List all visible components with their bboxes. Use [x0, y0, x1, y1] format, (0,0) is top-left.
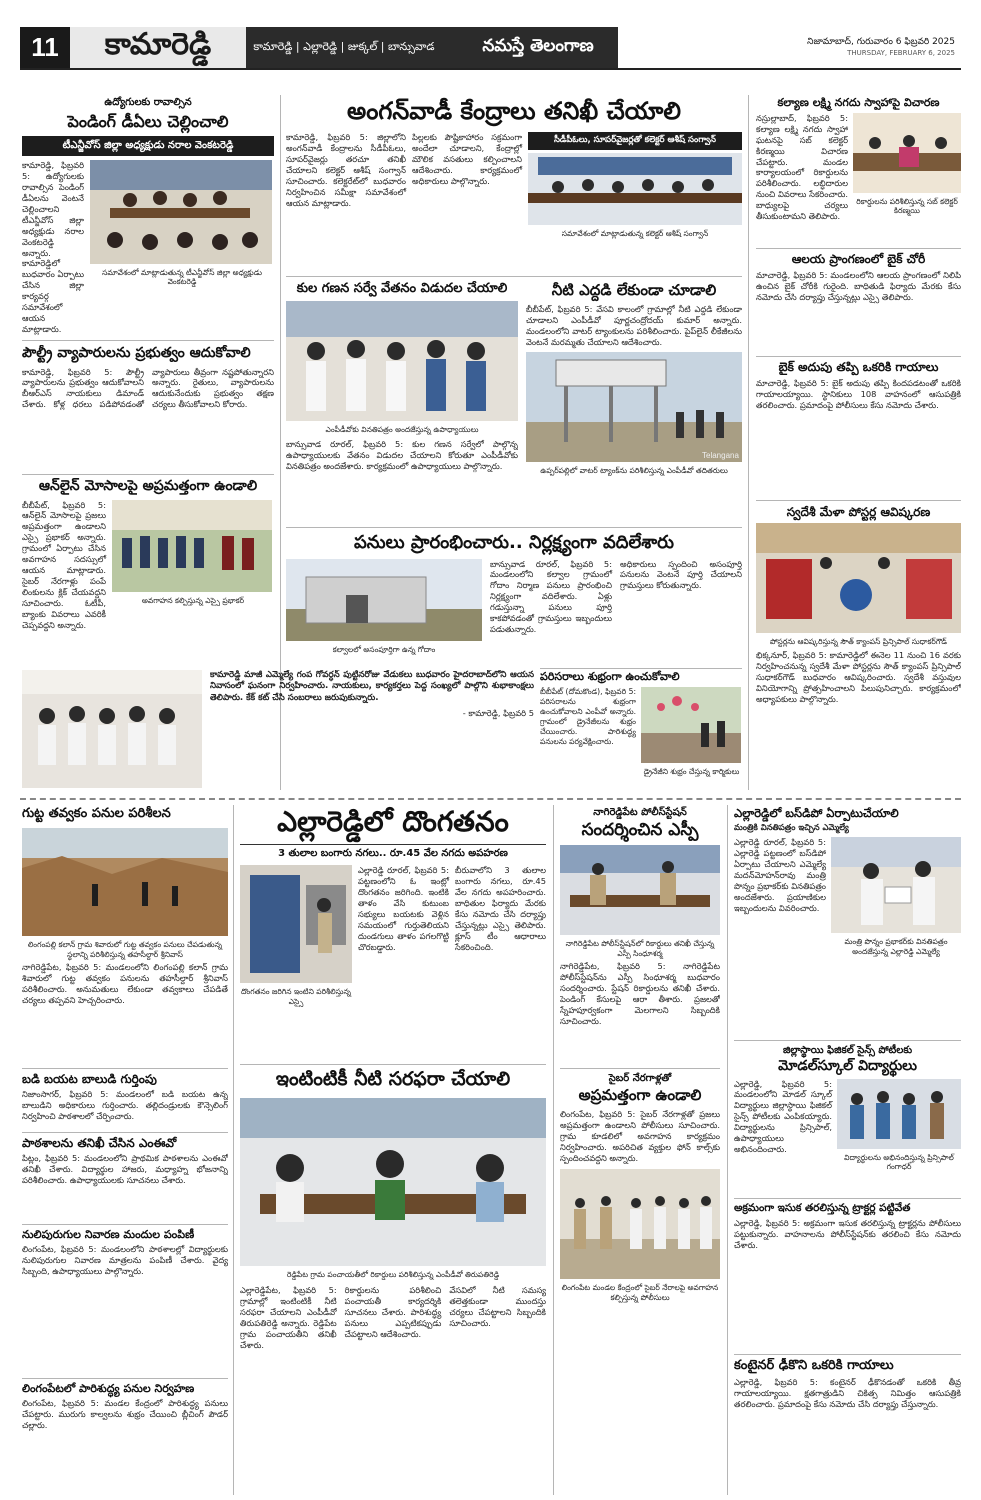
article-body-continued-2: వేసవిలో నీటి సమస్య తలెత్తకుండా ముందస్తు చర్యలు చేపట్టాలని సిబ్బందికి సూచించారు. — [449, 1285, 546, 1328]
article-headline: ఎల్లారెడ్డిలో దొంగతనం — [277, 806, 509, 838]
article-body: కామారెడ్డి, ఫిబ్రవరి 5: పౌల్ట్రీ వ్యాపారులను ప్రభుత్వం ఆదుకోవాలని బీఆర్ఎస్ నాయకులు డిమాండ్ చేశారు. కోళ్ల ధరలు పడిపోవడంతో వ్యాపారులు తీవ్రంగా నష్టపోతున్నారని అన్నారు. రైతులు, వ్యాపారులను ఆదుకునేందుకు ప్రభుత్వం తక్షణ చర్యలు తీసుకోవాలని కోరారు. — [22, 366, 274, 410]
article-body: నాగిరెడ్డిపేట, ఫిబ్రవరి 5: మండలంలోని లింగంపల్లి కలాన్ గ్రామ శివారులో గుట్ట తవ్వకం పనులను తహసీల్దార్ శ్రీనివాస్ పరిశీలించారు. అనుమతులు లేకుండా తవ్వకాలు చేపడితే చర్యలు తప్పవని హెచ్చరించారు. — [22, 962, 228, 1005]
date-english: THURSDAY, FEBRUARY 6, 2025 — [847, 48, 955, 57]
article-body: బాన్సువాడ రూరల్, ఫిబ్రవరి 5: మండలంలోని కల్వాల గ్రామంలో గోదాం నిర్మాణ పనులు ప్రారంభించి నిర్లక్ష్యంగా వదిలేశారు. ఏళ్లు గడుస్తున్నా పనులు పూర్తి కాకపోవడంతో గ్రామస్తులు ఇబ్బందులు పడుతున్నారు. — [490, 558, 612, 635]
article-headline: పాఠశాలను తనిఖీ చేసిన ఎంఈవో — [22, 1136, 177, 1150]
article-headline: సందర్శించిన ఎస్పీ — [581, 820, 699, 840]
photo-caption: విద్యార్థులను అభినందిస్తున్న ప్రిన్సిపాల్ గంగాధర్ — [844, 1152, 954, 1171]
article-online-fraud — [22, 478, 274, 668]
article-body: లింగంపేట, ఫిబ్రవరి 5: సైబర్ నేరగాళ్లతో ప్రజలు అప్రమత్తంగా ఉండాలని పోలీసులు సూచించారు. గ్రామ కూడలిలో అవగాహన కార్యక్రమం నిర్వహించారు. అపరిచిత వ్యక్తుల ఫోన్ కాల్స్‌కు స్పందించవద్దని అన్నారు. — [560, 1108, 720, 1163]
article-headline: ఎల్లారెడ్డిలో బస్‌డిపో ఏర్పాటుచేయాలి — [734, 806, 899, 820]
article-headline: మోడల్‌స్కూల్ విద్యార్థులు — [778, 1058, 917, 1074]
article-kalyana-lakshmi — [756, 96, 961, 244]
photo-credit: Telangana — [702, 450, 739, 460]
article-works — [286, 532, 742, 664]
photo-caption: సమావేశంలో మాట్లాడుతున్న కలెక్టర్ ఆశీష్ సంగ్వాన్ — [561, 229, 709, 238]
page-number: 11 — [20, 27, 70, 68]
photo-caption: మంత్రి పొన్నం ప్రభాకర్‌కు వినతిపత్రం అందజేస్తున్న ఎల్లారెడ్డి ఎమ్మెల్యే — [844, 937, 948, 956]
photo-caption: రికార్డులను పరిశీలిస్తున్న సబ్ కలెక్టర్ కిరణ్మయి — [856, 196, 958, 216]
article-headline: అక్రమంగా ఇసుక తరలిస్తున్న ట్రాక్టర్ల పట్టివేత — [734, 1202, 911, 1214]
article-headline: ఆన్‌లైన్ మోసాలపై అప్రమత్తంగా ఉండాలి — [38, 478, 258, 494]
article-headline: పరిసరాలు శుభ్రంగా ఉంచుకోవాలి — [540, 670, 680, 683]
article-body: భిక్కనూర్, ఫిబ్రవరి 5: కామారెడ్డిలో ఈనెల 11 నుంచి 16 వరకు నిర్వహించనున్న స్వదేశీ మేళా పోస్టర్లను సౌత్ క్యాంపస్ ప్రిన్సిపాల్ సుధాకర్‌గౌడ్ బుధవారం ఆవిష్కరించారు. స్వదేశీ వస్తువుల వినియోగాన్ని ప్రోత్సహించాలని పిలుపునిచ్చారు. కార్యక్రమంలో అధ్యాపకులు పాల్గొన్నారు. — [756, 650, 961, 705]
birthday-photo — [22, 670, 202, 788]
article-headline: నీటి ఎద్దడి లేకుండా చూడాలి — [551, 281, 717, 299]
article-sanitation — [22, 1382, 228, 1492]
article-headline: ఆలయ ప్రాంగణంలో బైక్ చోరీ — [791, 252, 926, 266]
article-body-continued: రికార్డులను పరిశీలించి పంచాయతీ కార్యదర్శికి సూచనలు చేశారు. పారిశుద్ధ్య పనులు ఎప్పటికప్పుడు చేపట్టాలని ఆదేశించారు. — [344, 1285, 442, 1339]
article-body: నాగిరెడ్డిపేట, ఫిబ్రవరి 5: నాగిరెడ్డిపేట పోలీస్‌స్టేషన్‌ను ఎస్పీ సింధూశర్మ బుధవారం సందర్శించారు. స్టేషన్ రికార్డులను తనిఖీ చేశారు. పెండింగ్ కేసులపై ఆరా తీశారు. ప్రజలతో స్నేహపూర్వకంగా మెలగాలని సిబ్బందికి సూచించారు. — [560, 961, 720, 1026]
article-deck: టీఎన్జీవోస్ జిల్లా అధ్యక్షుడు నరాల వెంకటరెడ్డి — [22, 136, 274, 156]
article-body: పిట్లం, ఫిబ్రవరి 5: మండలంలోని ప్రాథమిక పాఠశాలను ఎంఈవో తనిఖీ చేశారు. విద్యార్థుల హాజరు, మధ్యాహ్న భోజనాన్ని పరిశీలించారు. ఉపాధ్యాయులకు సూచనలు చేశారు. — [22, 1153, 228, 1185]
article-body: నస్రుల్లాబాద్, ఫిబ్రవరి 5: కల్యాణ లక్ష్మి నగదు స్వాహా ఘటనపై సబ్ కలెక్టర్ కిరణ్మయి విచారణ చేపట్టారు. మండల కార్యాలయంలో రికార్డులను పరిశీలించారు. లబ్ధిదారుల నుంచి వివరాలు సేకరించారు. బాధ్యులపై చర్యలు తీసుకుంటామని తెలిపారు. — [756, 112, 848, 222]
date-telugu: నిజామాబాద్, గురువారం 6 ఫిబ్రవరి 2025 — [807, 37, 955, 48]
photo-caption: లింగంపల్లి కలాన్ గ్రామ శివారులో గుట్ట తవ్వకం పనులు చేపడుతున్న స్థలాన్ని పరిశీలిస్తున్న తహసీల్దార్ శ్రీనివాస్ — [27, 940, 223, 959]
article-bike-accident — [756, 360, 961, 490]
article-employees-da — [22, 96, 274, 336]
article-model-school — [734, 1044, 961, 1194]
students-photo — [837, 1079, 961, 1149]
article-bus-depot — [734, 806, 961, 1036]
article-caste-survey — [286, 281, 518, 521]
article-anganwadi — [286, 96, 742, 272]
district-list: కామారెడ్డి | ఎల్లారెడ్డి | జుక్కల్ | బాన్సువాడ — [246, 27, 442, 68]
article-headline: పనులు ప్రారంభించారు.. నిర్లక్ష్యంగా వదిలేశారు — [353, 532, 675, 553]
article-body: ఎల్లారెడ్డి, ఫిబ్రవరి 5: కంటైనర్ ఢీకొనడంతో ఒకరికి తీవ్ర గాయాలయ్యాయి. క్షతగాత్రుడిని చికిత్స నిమిత్తం ఆసుపత్రికి తరలించారు. ప్రమాదంపై కేసు నమోదు చేసి దర్యాప్తు చేస్తున్నారు. — [734, 1377, 961, 1410]
photo-caption: లింగంపేట మండల కేంద్రంలో సైబర్ నేరాలపై అవగాహన కల్పిస్తున్న పోలీసులు — [561, 1283, 719, 1302]
article-kicker: సైబర్ నేరగాళ్లతో — [608, 1073, 672, 1084]
quarry-photo — [22, 828, 228, 936]
photo-caption: కల్వాలలో అసంపూర్తిగా ఉన్న గోదాం — [332, 644, 436, 654]
article-body: బాన్సువాడ రూరల్, ఫిబ్రవరి 5: కుల గణన సర్వేలో పాల్గొన్న ఉపాధ్యాయులకు వేతనం విడుదల చేయాలని కోరుతూ ఎంపీడీవోకు వినతిపత్రం అందజేశారు. కార్యక్రమంలో ఉపాధ్యాయులు పాల్గొన్నారు. — [286, 438, 518, 471]
article-body: ఎల్లారెడ్డిపేట, ఫిబ్రవరి 5: గ్రామాల్లో ఇంటింటికీ నీటి సరఫరా చేయాలని ఎంపీడీవో తిరుపతిరెడ్డి అన్నారు. రెడ్డిపేట గ్రామ పంచాయతీని తనిఖీ చేశారు. — [240, 1285, 337, 1350]
article-poultry — [22, 345, 274, 470]
article-child-labour — [22, 1072, 228, 1130]
article-dateline: - కామారెడ్డి, ఫిబ్రవరి 5 — [462, 708, 534, 719]
article-body-continued: అధికారులు స్పందించి అసంపూర్తి పనులను వెంటనే పూర్తి చేయాలని గ్రామస్తులు కోరుతున్నారు. — [620, 558, 742, 591]
photo-caption: డ్రైనేజీని శుభ్రం చేస్తున్న కార్మికులు — [643, 766, 740, 776]
photo-caption: అవగాహన కల్పిస్తున్న ఎస్సై ప్రభాకర్ — [141, 595, 245, 605]
godown-photo — [286, 559, 482, 641]
masthead — [20, 27, 961, 70]
article-kicker: జిల్లాస్థాయి ఫిజికల్ సైన్స్ పోటీలకు — [782, 1045, 913, 1056]
article-headline: గుట్ట తవ్వకం పనుల పరిశీలన — [22, 806, 171, 821]
article-body: ఎల్లారెడ్డి, ఫిబ్రవరి 5: మండలంలోని మోడల్ స్కూల్ విద్యార్థులు జిల్లాస్థాయి ఫిజికల్ సైన్స్ పోటీలకు ఎంపికయ్యారు. విద్యార్థులను ప్రిన్సిపాల్, ఉపాధ్యాయులు అభినందించారు. — [734, 1078, 832, 1155]
article-body-continued: పిల్లలకు పౌష్టికాహారం సక్రమంగా అందేలా చూడాలని, కేంద్రాల్లో మౌలిక వసతులు కల్పించాలని ఆదేశించారు. కార్యక్రమంలో అధికారులు పాల్గొన్నారు. — [412, 132, 522, 186]
article-gutta — [22, 806, 228, 1064]
article-headline: కుల గణన సర్వే వేతనం విడుదల చేయాలి — [296, 281, 508, 296]
article-body: బీబీపేట్, ఫిబ్రవరి 5: వేసవి కాలంలో గ్రామాల్లో నీటి ఎద్దడి లేకుండా చూడాలని ఎంపీడీవో పూర్ణచంద్రోదయ్ కుమార్ అన్నారు. మండలంలోని వాటర్ ట్యాంకులను పరిశీలించారు. పైప్‌లైన్ లీకేజీలను వెంటనే మరమ్మతు చేయాలని ఆదేశించారు. — [526, 303, 742, 347]
article-headline: లింగంపేటలో పారిశుద్ధ్య పనుల నిర్వహణ — [22, 1382, 195, 1395]
article-body: మాచారెడ్డి, ఫిబ్రవరి 5: బైక్ అదుపు తప్పి కిందపడటంతో ఒకరికి గాయాలయ్యాయి. స్థానికులు 108 వాహనంలో ఆసుపత్రికి తరలించారు. ప్రమాదంపై పోలీసులు కేసు నమోదు చేశారు. — [756, 378, 961, 410]
article-headline: స్వదేశీ మేళా పోస్టర్ల ఆవిష్కరణ — [786, 505, 931, 519]
article-body: ఎల్లారెడ్డి, ఫిబ్రవరి 5: అక్రమంగా ఇసుక తరలిస్తున్న ట్రాక్టర్లను పోలీసులు పట్టుకున్నారు. వాహనాలను పోలీస్‌స్టేషన్‌కు తరలించి కేసు నమోదు చేశారు. — [734, 1218, 961, 1250]
article-bike-theft — [756, 252, 961, 352]
article-deworming — [22, 1228, 228, 1376]
article-water-supply — [240, 1068, 546, 1492]
photo-caption: ఉప్పర్‌పల్లిలో వాటర్ ట్యాంక్‌ను పరిశీలిస్తున్న ఎంపీడీవో తదితరులు — [540, 465, 728, 475]
article-headline: నులిపురుగుల నివారణ మందుల పంపిణీ — [22, 1228, 195, 1241]
article-theft — [240, 806, 546, 1060]
article-body: లింగంపేట, ఫిబ్రవరి 5: మండల కేంద్రంలో పారిశుద్ధ్య పనులు చేపట్టారు. మురుగు కాల్వలను శుభ్రం చేయించి బ్లీచింగ్ పౌడర్ చల్లారు. — [22, 1397, 228, 1430]
article-body: లింగంపేట, ఫిబ్రవరి 5: మండలంలోని పాఠశాలల్లో విద్యార్థులకు నులిపురుగుల నివారణ మాత్రలను పంపిణీ చేశారు. వైద్య సిబ్బంది, ఉపాధ్యాయులు పాల్గొన్నారు. — [22, 1243, 228, 1276]
article-headline: పౌల్ట్రీ వ్యాపారులను ప్రభుత్వం ఆదుకోవాలి — [22, 345, 251, 361]
article-headline: కంటైనర్ ఢీకొని ఒకరికి గాయాలు — [734, 1358, 894, 1373]
article-headline: అప్రమత్తంగా ఉండాలి — [578, 1086, 702, 1104]
collector-meeting-photo — [528, 153, 742, 225]
article-kicker: ఉద్యోగులకు రావాల్సిన — [104, 97, 192, 108]
drainage-photo — [641, 687, 741, 763]
article-body: కామారెడ్డి మాజీ ఎమ్మెల్యే గంప గోవర్ధన్ పుట్టినరోజు వేడుకలు బుధవారం హైదరాబాద్‌లోని ఆయన నివాసంలో ఘనంగా నిర్వహించారు. నాయకులు, కార్యకర్తలు పెద్ద సంఖ్యలో పాల్గొని శుభాకాంక్షలు తెలిపారు. కేక్ కట్ చేసి సంబరాలు జరుపుకున్నారు. — [210, 670, 534, 703]
poster-launch-photo — [756, 523, 961, 633]
article-headline: ఇంటింటికీ నీటి సరఫరా చేయాలి — [275, 1068, 511, 1090]
photo-caption: రెడ్డిపేట గ్రామ పంచాయతీలో రికార్డులు పరిశీలిస్తున్న ఎంపీడీవో తిరుపతిరెడ్డి — [286, 1269, 500, 1279]
water-tank-photo — [526, 352, 742, 462]
article-headline: అంగన్‌వాడీ కేంద్రాలు తనిఖీ చేయాలి — [347, 97, 681, 125]
panchayat-records-photo — [240, 1098, 546, 1266]
article-school-inspection — [22, 1136, 228, 1220]
article-headline: పెండింగ్ డీఏలు చెల్లించాలి — [67, 112, 229, 131]
cyber-awareness-photo — [560, 1169, 720, 1279]
article-cyber-awareness — [560, 1072, 720, 1492]
article-container-accident — [734, 1358, 961, 1492]
photo-caption: పోస్టర్లను ఆవిష్కరిస్తున్న సౌత్ క్యాంపస్ ప్రిన్సిపాల్ సుధాకర్‌గౌడ్ — [770, 637, 947, 646]
article-body: కామారెడ్డి, ఫిబ్రవరి 5: జిల్లాలోని అంగన్‌వాడీ కేంద్రాలను సీడీపీఓలు, సూపర్‌వైజర్లు తరచూ తనిఖీ చేయాలని కలెక్టర్ ఆశీష్ సంగ్వాన్ సూచించారు. కలెక్టరేట్‌లో బుధవారం నిర్వహించిన సమీక్షా సమావేశంలో ఆయన మాట్లాడారు. — [286, 132, 406, 208]
newspaper-brand: నమస్తే తెలంగాణ — [442, 27, 618, 68]
photo-caption: నాగిరెడ్డిపేట పోలీస్‌స్టేషన్‌లో రికార్డులు తనిఖీ చేస్తున్న ఎస్పీ సింధూశర్మ — [565, 939, 715, 958]
theft-scene-photo — [240, 865, 352, 983]
minister-memorandum-photo — [831, 837, 961, 933]
article-body: మాచారెడ్డి, ఫిబ్రవరి 5: మండలంలోని ఆలయ ప్రాంగణంలో నిలిపి ఉంచిన బైక్ చోరీకి గురైంది. బాధితుడి ఫిర్యాదు మేరకు కేసు నమోదు చేసి దర్యాప్తు చేస్తున్నట్లు ఎస్సై తెలిపారు. — [756, 270, 961, 302]
article-body: కామారెడ్డి, ఫిబ్రవరి 5: ఉద్యోగులకు రావాల్సిన పెండింగ్ డీఏలను వెంటనే చెల్లించాలని టీఎన్జీవోస్ జిల్లా అధ్యక్షుడు నరాల వెంకటరెడ్డి అన్నారు. కామారెడ్డిలో బుధవారం ఏర్పాటు చేసిన జిల్లా కార్యవర్గ సమావేశంలో ఆయన మాట్లాడారు. — [22, 160, 84, 335]
photo-caption: ఎంపీడీవోకు వినతిపత్రం అందజేస్తున్న ఉపాధ్యాయులు — [325, 425, 479, 435]
article-headline: బడి బయట బాలుడి గుర్తింపు — [22, 1072, 157, 1086]
section-name: కామారెడ్డి — [70, 27, 246, 68]
photo-caption: దొంగతనం జరిగిన ఇంటిని పరిశీలిస్తున్న ఎస్సై — [240, 987, 352, 1006]
teachers-photo — [286, 301, 518, 421]
article-clean-surroundings — [540, 670, 742, 790]
article-body: బీబీపేట్ (దోమకొండ), ఫిబ్రవరి 5: పరిసరాలను శుభ్రంగా ఉంచుకోవాలని ఎంపీవో అన్నారు. గ్రామంలో డ్రైనేజీలను శుభ్రం చేయించారు. పారిశుద్ధ్య పనులను పర్యవేక్షించారు. — [540, 686, 636, 746]
article-kicker: నాగిరెడ్డిపేట పోలీస్‌స్టేషన్ — [593, 807, 687, 818]
article-deck: 3 తులాల బంగారు నగలు.. రూ.45 వేల నగదు అపహరణ — [240, 844, 546, 861]
article-birthday — [22, 670, 534, 790]
article-body: బీబీపేట్, ఫిబ్రవరి 5: ఆన్‌లైన్ మోసాలపై ప్రజలు అప్రమత్తంగా ఉండాలని ఎస్సై ప్రభాకర్ అన్నారు. గ్రామంలో ఏర్పాటు చేసిన అవగాహన సదస్సులో ఆయన మాట్లాడారు. సైబర్ నేరగాళ్లు పంపే లింకులను క్లిక్ చేయవద్దని సూచించారు. ఓటీపీ, బ్యాంకు వివరాలు ఎవరికీ చెప్పవద్దని అన్నారు. — [22, 499, 106, 630]
article-water-scarcity — [526, 281, 742, 521]
photo-caption: సమావేశంలో మాట్లాడుతున్న టీఎన్జీవోస్ జిల్లా అధ్యక్షుడు వెంకటరెడ్డి — [102, 268, 262, 287]
article-body: ఎల్లారెడ్డి రూరల్, ఫిబ్రవరి 5: పట్టణంలోని ఓ ఇంట్లో దొంగతనం జరిగింది. ఇంటికి తాళం వేసి కుటుంబ సభ్యులు బయటకు వెళ్లిన సమయంలో గుర్తుతెలియని దుండగులు తాళం పగలగొట్టి చొరబడ్డారు. — [358, 865, 449, 952]
article-deck: మంత్రికి వినతిపత్రం ఇచ్చిన ఎమ్మెల్యే — [734, 822, 849, 833]
article-headline: కల్యాణ లక్ష్మి నగదు స్వాహాపై విచారణ — [777, 96, 940, 109]
article-swadeshi — [756, 505, 961, 790]
article-deck: సీడీపీఓలు, సూపర్‌వైజర్లతో కలెక్టర్ ఆశీష్ సంగ్వాన్ — [528, 132, 742, 150]
meeting-photo — [90, 160, 272, 264]
dateline — [618, 27, 961, 68]
sub-collector-photo — [853, 113, 961, 193]
article-body-continued: బీరువాలోని 3 తులాల బంగారు నగలు, రూ.45 వేల నగదు అపహరించారు. బాధితుల ఫిర్యాదు మేరకు కేసు నమోదు చేసి దర్యాప్తు చేస్తున్నట్లు ఎస్సై తెలిపారు. క్లూస్ టీం ఆధారాలు సేకరించింది. — [455, 865, 546, 952]
article-body: ఎల్లారెడ్డి రూరల్, ఫిబ్రవరి 5: ఎల్లారెడ్డి పట్టణంలో బస్‌డిపో ఏర్పాటు చేయాలని ఎమ్మెల్యే మదన్‌మోహన్‌రావు మంత్రి పొన్నం ప్రభాకర్‌కు వినతిపత్రం అందజేశారు. ప్రయాణికుల ఇబ్బందులను వివరించారు. — [734, 837, 826, 913]
article-body: నిజాంసాగర్, ఫిబ్రవరి 5: మండలంలో బడి బయట ఉన్న బాలుడిని అధికారులు గుర్తించారు. తల్లిదండ్రులకు కౌన్సెలింగ్ నిర్వహించి పాఠశాలలో చేర్పించారు. — [22, 1089, 228, 1121]
article-sand-tractors — [734, 1202, 961, 1352]
article-headline: బైక్ అదుపు తప్పి ఒకరికి గాయాలు — [778, 360, 939, 374]
awareness-photo — [112, 500, 272, 592]
article-sp-visit — [560, 806, 720, 1064]
sp-inspection-photo — [560, 845, 720, 935]
